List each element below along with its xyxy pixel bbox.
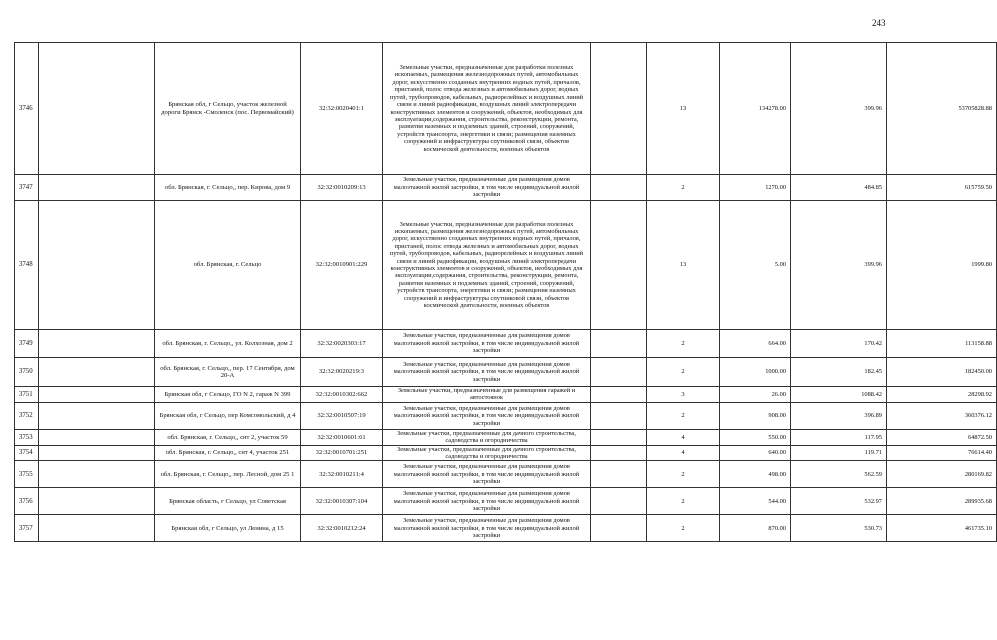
cadastral-number-cell: 32:32:0010601:61 — [301, 429, 383, 445]
group-code-cell: 2 — [647, 488, 720, 515]
cadastral-value-cell: 615759.50 — [887, 175, 997, 201]
land-purpose-cell: Земельные участки, предназначенные для разработки полезных ископаемых, размещения железнодорожных путей, автомобильных дорог, искусственно созданных внутренних водных путей, причалов, пристаней, полос отвода железных и автомобильных дорог, водных путей, трубопроводов, кабельных, радиорелейных и воздушных линий связи и линий радиофикации, воздушных линий электропередачи конструктивных элементов и сооружений, объектов, необходимых для эксплуатации,содержания, строительства, реконструкции, ремонта, развития наземных и подземных зданий, строений, сооружений, устройств транспорта, энергетики и связи; размещения наземных сооружений и инфраструктуры спутниковой связи, объектов космической деятельности, военных объектов — [383, 201, 591, 330]
cadastral-value-cell: 76614.40 — [887, 445, 997, 461]
cadastral-number-cell: 32:32:0020219:3 — [301, 358, 383, 387]
empty-cell — [591, 358, 647, 387]
cadastral-value-cell: 182450.00 — [887, 358, 997, 387]
address-cell: обл. Брянская, г. Сельцо,, ул. Колхозная, дом 2 — [155, 330, 301, 358]
cadastral-number-cell: 32:32:0010302:662 — [301, 387, 383, 403]
rate-cell: 117.95 — [791, 429, 887, 445]
table-row — [15, 429, 997, 445]
row-number-cell: 3749 — [15, 330, 39, 358]
empty-cell — [39, 358, 155, 387]
land-purpose-cell: Земельные участки, предназначенные для размещения домов малоэтажной жилой застройки, в том числе индивидуальной жилой застройки — [383, 488, 591, 515]
address-cell: Брянская обл, г Сельцо, ГО N 2, гараж N 399 — [155, 387, 301, 403]
empty-cell — [591, 515, 647, 542]
cadastral-table — [14, 42, 997, 542]
cadastral-number-cell: 32:32:0010211:4 — [301, 461, 383, 488]
land-purpose-cell: Земельные участки, предназначенные для дачного строительства, садоводства и огородничества — [383, 445, 591, 461]
empty-cell — [39, 43, 155, 175]
empty-cell — [591, 43, 647, 175]
empty-cell — [39, 330, 155, 358]
land-purpose-cell: Земельные участки, предназначенные для размещения гаражей и автостоянок — [383, 387, 591, 403]
row-number-cell: 3755 — [15, 461, 39, 488]
cadastral-value-cell: 53705828.88 — [887, 43, 997, 175]
table-row — [15, 445, 997, 461]
row-number-cell: 3746 — [15, 43, 39, 175]
empty-cell — [39, 175, 155, 201]
empty-cell — [591, 175, 647, 201]
cadastral-value-cell: 461735.10 — [887, 515, 997, 542]
group-code-cell: 3 — [647, 387, 720, 403]
address-cell: обл. Брянская, г. Сельцо,, снт 4, участок 251 — [155, 445, 301, 461]
rate-cell: 1088.42 — [791, 387, 887, 403]
rate-cell: 170.42 — [791, 330, 887, 358]
row-number-cell: 3750 — [15, 358, 39, 387]
row-number-cell: 3754 — [15, 445, 39, 461]
table-row — [15, 175, 997, 201]
cadastral-value-cell: 113158.88 — [887, 330, 997, 358]
table-row — [15, 515, 997, 542]
address-cell: обл. Брянская, г. Сельцо,, пер. Лесной, дом 25 1 — [155, 461, 301, 488]
table-row — [15, 43, 997, 175]
empty-cell — [591, 488, 647, 515]
empty-cell — [591, 330, 647, 358]
empty-cell — [39, 201, 155, 330]
row-number-cell: 3752 — [15, 402, 39, 429]
cadastral-number-cell: 32:32:0010701:251 — [301, 445, 383, 461]
area-cell: 134278.00 — [720, 43, 791, 175]
empty-cell — [39, 445, 155, 461]
group-code-cell: 2 — [647, 461, 720, 488]
empty-cell — [591, 402, 647, 429]
area-cell: 1000.00 — [720, 358, 791, 387]
empty-cell — [39, 402, 155, 429]
area-cell: 550.00 — [720, 429, 791, 445]
group-code-cell: 4 — [647, 445, 720, 461]
empty-cell — [591, 461, 647, 488]
empty-cell — [591, 387, 647, 403]
area-cell: 640.00 — [720, 445, 791, 461]
group-code-cell: 2 — [647, 175, 720, 201]
cadastral-number-cell: 32:32:0010209:13 — [301, 175, 383, 201]
row-number-cell: 3753 — [15, 429, 39, 445]
table-row — [15, 488, 997, 515]
table-row — [15, 201, 997, 330]
cadastral-number-cell: 32:32:0010307:104 — [301, 488, 383, 515]
rate-cell: 182.45 — [791, 358, 887, 387]
land-purpose-cell: Земельные участки, предназначенные для разработки полезных ископаемых, размещения железнодорожных путей, автомобильных дорог, искусственно созданных внутренних водных путей, причалов, пристаней, полос отвода железных и автомобильных дорог, водных путей, трубопроводов, кабельных, радиорелейных и воздушных линий связи и линий радиофикации, воздушных линий электропередачи конструктивных элементов и сооружений, объектов, необходимых для эксплуатации,содержания, строительства, реконструкции, ремонта, развития наземных и подземных зданий, строений, сооружений, устройств транспорта, энергетики и связи; размещения наземных сооружений и инфраструктуры спутниковой связи, объектов космической деятельности, военных объектов — [383, 43, 591, 175]
area-cell: 908.00 — [720, 402, 791, 429]
address-cell: обл. Брянская, г. Сельцо,, пер. 17 Сентября, дом 20-А — [155, 358, 301, 387]
cadastral-number-cell: 32:32:0010901:229 — [301, 201, 383, 330]
rate-cell: 119.71 — [791, 445, 887, 461]
page-number: 243 — [872, 18, 886, 28]
land-purpose-cell: Земельные участки, предназначенные для размещения домов малоэтажной жилой застройки, в том числе индивидуальной жилой застройки — [383, 515, 591, 542]
empty-cell — [39, 515, 155, 542]
row-number-cell: 3751 — [15, 387, 39, 403]
address-cell: Брянская обл, г Сельцо, участок железной дороги Брянск -Смоленск (пос. Первомайский) — [155, 43, 301, 175]
group-code-cell: 2 — [647, 515, 720, 542]
cadastral-number-cell: 32:32:0010507:19 — [301, 402, 383, 429]
address-cell: Брянская обл, г Сельцо, ул Ленина, д 15 — [155, 515, 301, 542]
table-row — [15, 387, 997, 403]
area-cell: 664.00 — [720, 330, 791, 358]
land-purpose-cell: Земельные участки, предназначенные для размещения домов малоэтажной жилой застройки, в том числе индивидуальной жилой застройки — [383, 461, 591, 488]
group-code-cell: 4 — [647, 429, 720, 445]
cadastral-number-cell: 32:32:0020303:17 — [301, 330, 383, 358]
group-code-cell: 13 — [647, 201, 720, 330]
cadastral-value-cell: 360376.12 — [887, 402, 997, 429]
group-code-cell: 2 — [647, 330, 720, 358]
cadastral-value-cell: 289935.68 — [887, 488, 997, 515]
rate-cell: 399.96 — [791, 201, 887, 330]
group-code-cell: 2 — [647, 358, 720, 387]
cadastral-value-cell: 280169.82 — [887, 461, 997, 488]
table-row — [15, 402, 997, 429]
empty-cell — [39, 461, 155, 488]
rate-cell: 530.73 — [791, 515, 887, 542]
land-purpose-cell: Земельные участки, предназначенные для размещения домов малоэтажной жилой застройки, в том числе индивидуальной жилой застройки — [383, 175, 591, 201]
empty-cell — [39, 429, 155, 445]
row-number-cell: 3756 — [15, 488, 39, 515]
rate-cell: 399.96 — [791, 43, 887, 175]
row-number-cell: 3747 — [15, 175, 39, 201]
empty-cell — [591, 429, 647, 445]
rate-cell: 532.97 — [791, 488, 887, 515]
area-cell: 870.00 — [720, 515, 791, 542]
cadastral-value-cell: 28298.92 — [887, 387, 997, 403]
cadastral-value-cell: 1999.80 — [887, 201, 997, 330]
area-cell: 1270.00 — [720, 175, 791, 201]
area-cell: 26.00 — [720, 387, 791, 403]
group-code-cell: 13 — [647, 43, 720, 175]
address-cell: обл. Брянская, г. Сельцо,, снт 2, участок 59 — [155, 429, 301, 445]
cadastral-number-cell: 32:32:0020401:1 — [301, 43, 383, 175]
empty-cell — [591, 201, 647, 330]
land-purpose-cell: Земельные участки, предназначенные для дачного строительства, садоводства и огородничества — [383, 429, 591, 445]
address-cell: Брянская область, г Сельцо, ул Советская — [155, 488, 301, 515]
table-row — [15, 330, 997, 358]
rate-cell: 484.85 — [791, 175, 887, 201]
cadastral-number-cell: 32:32:0010212:24 — [301, 515, 383, 542]
address-cell: обл. Брянская, г. Сельцо,, пер. Кирова, дом 9 — [155, 175, 301, 201]
area-cell: 498.00 — [720, 461, 791, 488]
empty-cell — [39, 387, 155, 403]
cadastral-value-cell: 64872.50 — [887, 429, 997, 445]
empty-cell — [39, 488, 155, 515]
table-row — [15, 461, 997, 488]
land-purpose-cell: Земельные участки, предназначенные для размещения домов малоэтажной жилой застройки, в том числе индивидуальной жилой застройки — [383, 358, 591, 387]
land-purpose-cell: Земельные участки, предназначенные для размещения домов малоэтажной жилой застройки, в том числе индивидуальной жилой застройки — [383, 402, 591, 429]
rate-cell: 396.89 — [791, 402, 887, 429]
table-row — [15, 358, 997, 387]
rate-cell: 562.59 — [791, 461, 887, 488]
area-cell: 544.00 — [720, 488, 791, 515]
address-cell: Брянская обл, г Сельцо, пер Комсомольский, д 4 — [155, 402, 301, 429]
row-number-cell: 3757 — [15, 515, 39, 542]
address-cell: обл. Брянская, г. Сельцо — [155, 201, 301, 330]
empty-cell — [591, 445, 647, 461]
group-code-cell: 2 — [647, 402, 720, 429]
row-number-cell: 3748 — [15, 201, 39, 330]
area-cell: 5.00 — [720, 201, 791, 330]
land-purpose-cell: Земельные участки, предназначенные для размещения домов малоэтажной жилой застройки, в том числе индивидуальной жилой застройки — [383, 330, 591, 358]
